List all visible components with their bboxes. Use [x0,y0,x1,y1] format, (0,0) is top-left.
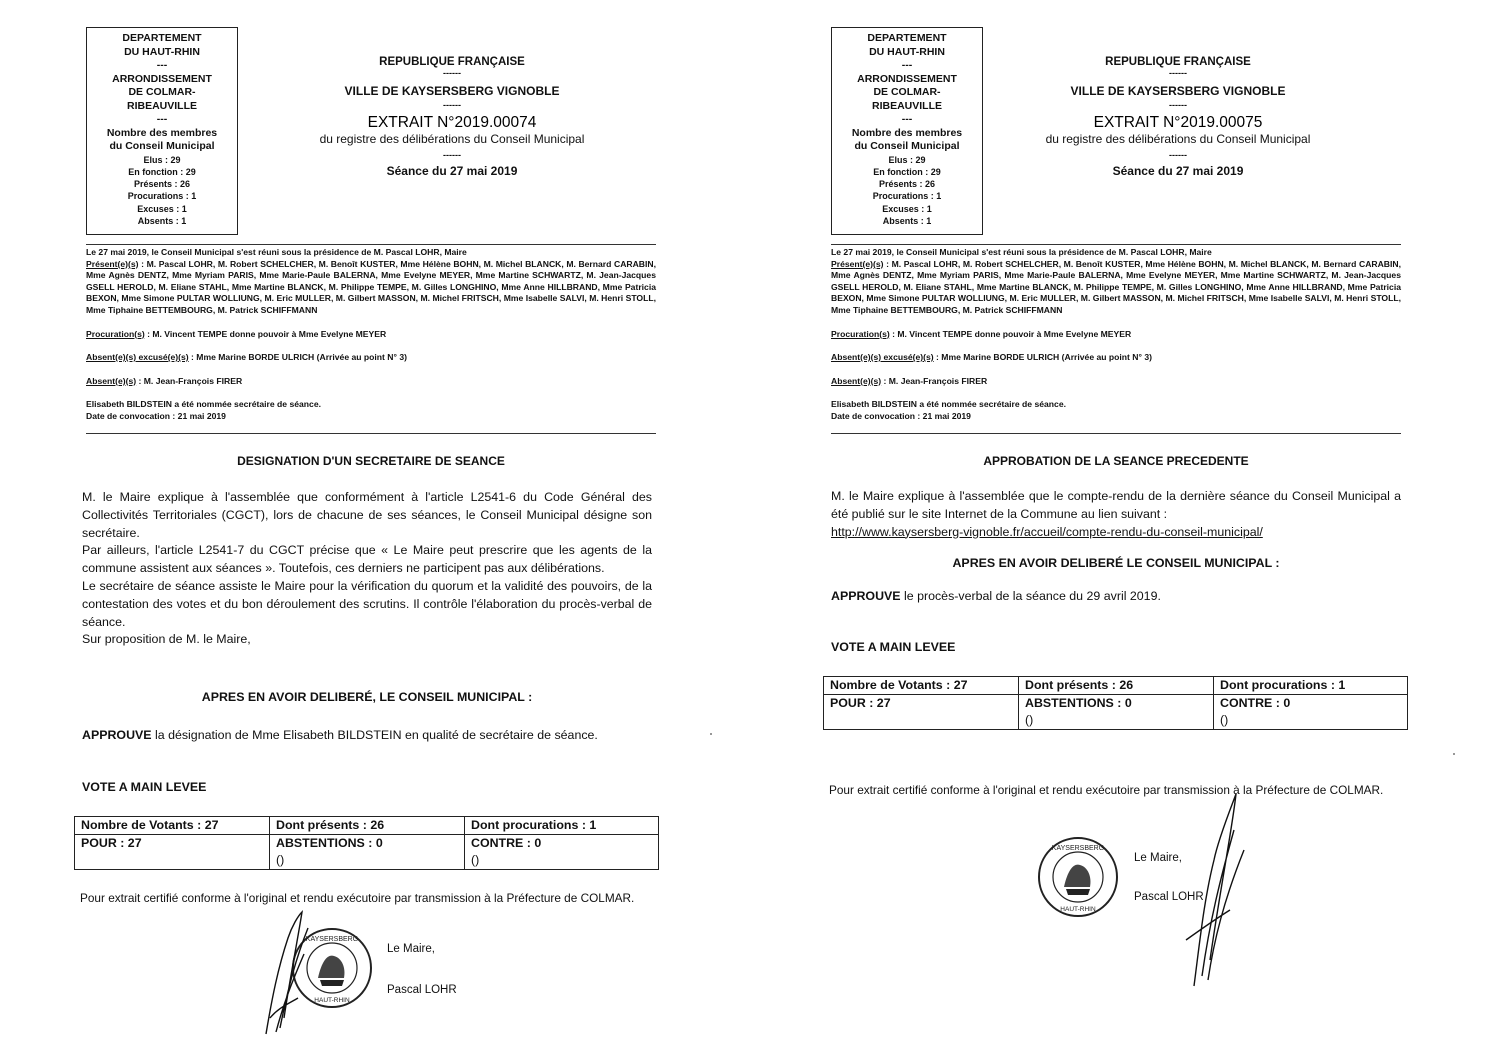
table-row [824,695,1408,730]
procuration-label: Procuration(s) [831,328,890,339]
department-line: DU HAUT-RHIN [869,45,945,58]
excused-label: Absent(e)(s) excusé(e)(s) [86,352,189,363]
excused-line [831,352,1401,364]
mayor-signature [258,908,338,1038]
deliberation-heading: APRES EN AVOIR DELIBERÉ, LE CONSEIL MUNICIPAL : [201,690,533,704]
present-label: Présent(e)(s) [86,258,139,269]
session-date: Séance du 27 mai 2019 [1112,164,1244,178]
session-date: Séance du 27 mai 2019 [386,164,518,178]
department-box [831,27,983,235]
separator: --- [156,59,168,71]
item-title: DESIGNATION D'UN SECRETAIRE DE SEANCE [237,454,505,468]
paragraph: Sur proposition de M. le Maire, [82,632,251,647]
extract-number: EXTRAIT N°2019.00074 [367,114,537,131]
abstentions-count: ABSTENTIONS : 0 [1025,696,1132,710]
separator: ------ [1169,150,1187,160]
decision-text: le procès-verbal de la séance du 29 avril 2019. [900,589,1161,603]
votants-cell: Nombre de Votants : 27 [824,677,1019,695]
absent-text: : M. Jean-François FIRER [881,375,988,386]
stat-presents: Présents : 26 [133,179,191,190]
department-line: DEPARTEMENT [867,32,947,44]
stat-absents: Absents : 1 [882,215,932,226]
separator: ------ [443,150,461,160]
republique-label: REPUBLIQUE FRANÇAISE [1105,56,1251,68]
svg-text:KAYSERSBERG: KAYSERSBERG [305,936,359,943]
department-line: DEPARTEMENT [122,32,202,44]
svg-text:HAUT-RHIN: HAUT-RHIN [1060,906,1096,913]
excused-text: : Mme Marine BORDE ULRICH (Arrivée au point N° 3) [933,352,1152,363]
svg-text:KAYSERSBERG: KAYSERSBERG [1051,845,1105,852]
municipal-stamp [1036,835,1120,919]
decision [831,588,1401,606]
extract-number: EXTRAIT N°2019.00075 [1093,114,1263,131]
members-label: du Conseil Municipal [109,140,215,152]
bottom-rule [86,433,656,434]
members-label: Nombre des membres [851,126,963,139]
mayor-title: Le Maire, [1134,852,1182,864]
presents-cell: Dont présents : 26 [1019,677,1214,695]
mayor-name: Pascal LOHR [387,984,457,996]
paragraph: M. le Maire explique à l'assemblée que le compte-rendu de la dernière séance du Conseil Municipal a été publié sur le site Internet de la Commune au lien suivant : [831,489,1401,521]
decision-verb: APPROUVE [831,589,901,603]
present-list [86,259,656,317]
vote-table [823,676,1408,730]
district-line: DE COLMAR- [873,86,941,98]
stat-excuses: Excuses : 1 [882,203,932,214]
stat-presents: Présents : 26 [878,179,936,190]
excused-label: Absent(e)(s) excusé(e)(s) [831,352,934,363]
document-header [262,56,642,178]
certification-text: Pour extrait certifié conforme à l'original et rendu exécutoire par transmission à la Préfecture de COLMAR. [829,783,1384,797]
contre-count: CONTRE : 0 [471,836,542,850]
excused-text: : Mme Marine BORDE ULRICH (Arrivée au point N° 3) [188,352,407,363]
separator: --- [901,59,913,71]
stat-elus: Elus : 29 [888,154,926,165]
contre-names: () [1220,713,1229,727]
contre-count: CONTRE : 0 [1220,696,1291,710]
district-line: RIBEAUVILLE [871,99,942,112]
district-line: DE COLMAR- [128,86,196,98]
abstentions-count: ABSTENTIONS : 0 [276,836,383,850]
present-names: : M. Pascal LOHR, M. Robert SCHELCHER, M. Benoît KUSTER, Mme Hélène BOHN, M. Michel BLANCK, M. Bernard CARABIN, Mme Agnès DENTZ, Mme Myriam PARIS, Mme Marie-Paule BALERNA, Mme Evelyne MEYER, Mme Martine SCHWARTZ, M. Jean-Jacques GSELL HEROLD, M. Eliane STAHL, Mme Martine BLANCK, M. Philippe TEMPE, M. Gilles LONGHINO, Mme Anne HILLBRAND, Mme Patricia BEXON, Mme Simone PULTAR WOLLIUNG, M. Eric MULLER, M. Gilbert MASSON, M. Michel FRITSCH, Mme Isabelle SALVI, M. Henri STOLL, Mme Tiphaine BETTEMBOURG, M. Patrick SCHIFFMANN [831,258,1401,315]
stat-en-fonction: En fonction : 29 [873,166,941,177]
abstentions-cell [270,835,465,870]
top-rule [86,244,656,245]
separator: --- [901,113,913,125]
contre-cell [1214,695,1408,730]
contre-names: () [471,853,480,867]
city-name: VILLE DE KAYSERSBERG VIGNOBLE [1070,84,1286,98]
separator: ------ [443,68,461,78]
mayor-signature [1174,790,1264,990]
vote-title: VOTE A MAIN LEVEE [831,640,956,654]
absent-label: Absent(e)(s) [86,375,137,386]
stat-procurations: Procurations : 1 [127,191,197,202]
district-line: ARRONDISSEMENT [857,72,957,85]
deliberation-extract-00075 [748,0,1496,1057]
abstentions-cell [1019,695,1214,730]
separator: ------ [1169,100,1187,110]
item-title: APPROBATION DE LA SEANCE PRECEDENTE [983,454,1249,468]
decision-text: la désignation de Mme Elisabeth BILDSTEIN en qualité de secrétaire de séance. [151,728,598,742]
vote-title: VOTE A MAIN LEVEE [82,780,207,794]
document-header [988,56,1368,178]
absent-label: Absent(e)(s) [831,375,882,386]
members-label: Nombre des membres [106,126,218,139]
session-intro: Le 27 mai 2019, le Conseil Municipal s'est réuni sous la présidence de M. Pascal LOHR, Maire [86,247,467,257]
procurations-cell: Dont procurations : 1 [1214,677,1408,695]
votants-cell: Nombre de Votants : 27 [75,817,270,835]
vote-table [74,816,659,870]
top-rule [831,244,1401,245]
department-line: DU HAUT-RHIN [124,45,200,58]
present-label: Présent(e)(s) [831,258,884,269]
decision [82,727,652,745]
presents-cell: Dont présents : 26 [270,817,465,835]
svg-text:HAUT-RHIN: HAUT-RHIN [314,997,350,1004]
pour-cell: POUR : 27 [75,835,270,870]
mayor-name: Pascal LOHR [1134,891,1204,903]
abstentions-names: () [276,853,285,867]
convocation-date: Date de convocation : 21 mai 2019 [831,410,971,421]
item-body [82,489,652,649]
secretary-line: Elisabeth BILDSTEIN a été nommée secrétaire de séance. [831,399,1066,410]
certification-text: Pour extrait certifié conforme à l'original et rendu exécutoire par transmission à la Préfecture de COLMAR. [80,891,635,905]
pour-cell: POUR : 27 [824,695,1019,730]
decision-verb: APPROUVE [82,728,152,742]
contre-cell [465,835,659,870]
present-names: : M. Pascal LOHR, M. Robert SCHELCHER, M. Benoît KUSTER, Mme Hélène BOHN, M. Michel BLANCK, M. Bernard CARABIN, Mme Agnès DENTZ, Mme Myriam PARIS, Mme Marie-Paule BALERNA, Mme Evelyne MEYER, Mme Martine SCHWARTZ, M. Jean-Jacques GSELL HEROLD, M. Eliane STAHL, Mme Martine BLANCK, M. Philippe TEMPE, M. Gilles LONGHINO, Mme Anne HILLBRAND, Mme Patricia BEXON, Mme Simone PULTAR WOLLIUNG, M. Eric MULLER, M. Gilbert MASSON, M. Michel FRITSCH, Mme Isabelle SALVI, M. Henri STOLL, Mme Tiphaine BETTEMBOURG, M. Patrick SCHIFFMANN [86,258,656,315]
scan-speck [710,733,712,735]
city-name: VILLE DE KAYSERSBERG VIGNOBLE [344,84,560,98]
scan-speck [1453,753,1455,755]
paragraph: M. le Maire explique à l'assemblée que conformément à l'article L2541-6 du Code Général des Collectivités Territoriales (CGCT), lors de chacune de ses séances, le Conseil Municipal désigne son secrétaire. [82,490,652,540]
stat-en-fonction: En fonction : 29 [128,166,196,177]
procurations-cell: Dont procurations : 1 [465,817,659,835]
republique-label: REPUBLIQUE FRANÇAISE [379,56,525,68]
abstentions-names: () [1025,713,1034,727]
mayor-title: Le Maire, [387,943,435,955]
excused-line [86,352,656,364]
secretary-line: Elisabeth BILDSTEIN a été nommée secrétaire de séance. [86,399,321,410]
paragraph: Le secrétaire de séance assiste le Maire pour la vérification du quorum et la validité des pouvoirs, de la contestation des votes et du bon déroulement des scrutins. Il contrôle l'élaboration du procès-verbal de séance. [82,578,652,629]
item-body [831,488,1401,541]
table-row [75,817,659,835]
deliberation-heading: APRES EN AVOIR DELIBERÉ LE CONSEIL MUNICIPAL : [952,556,1280,570]
attendance-block [831,247,1401,423]
absent-text: : M. Jean-François FIRER [136,375,243,386]
separator: ------ [443,100,461,110]
members-label: du Conseil Municipal [854,140,960,152]
bottom-rule [831,433,1401,434]
stat-excuses: Excuses : 1 [137,203,187,214]
procuration-text: : M. Vincent TEMPE donne pouvoir à Mme Evelyne MEYER [889,328,1132,339]
separator: ------ [1169,68,1187,78]
register-subtitle: du registre des délibérations du Conseil Municipal [1045,132,1311,146]
register-subtitle: du registre des délibérations du Conseil Municipal [319,132,585,146]
district-line: ARRONDISSEMENT [112,72,212,85]
district-line: RIBEAUVILLE [126,99,197,112]
convocation-date: Date de convocation : 21 mai 2019 [86,410,226,421]
stat-elus: Elus : 29 [143,154,181,165]
stat-absents: Absents : 1 [137,215,187,226]
procuration-line [831,329,1401,341]
procuration-text: : M. Vincent TEMPE donne pouvoir à Mme Evelyne MEYER [144,328,387,339]
paragraph: Par ailleurs, l'article L2541-7 du CGCT précise que « Le Maire peut prescrire que les agents de la commune assistent aux séances ». Toutefois, ces derniers ne participent pas aux délibérations. [82,543,652,576]
absent-line [86,376,656,388]
procuration-line [86,329,656,341]
stat-procurations: Procurations : 1 [872,191,942,202]
table-row [824,677,1408,695]
session-intro: Le 27 mai 2019, le Conseil Municipal s'est réuni sous la présidence de M. Pascal LOHR, Maire [831,247,1212,257]
department-box [86,27,238,235]
minutes-link[interactable]: http://www.kaysersberg-vignoble.fr/accueil/compte-rendu-du-conseil-municipal/ [831,524,1263,539]
table-row [75,835,659,870]
separator: --- [156,113,168,125]
present-list [831,259,1401,317]
absent-line [831,376,1401,388]
procuration-label: Procuration(s) [86,328,145,339]
attendance-block [86,247,656,423]
